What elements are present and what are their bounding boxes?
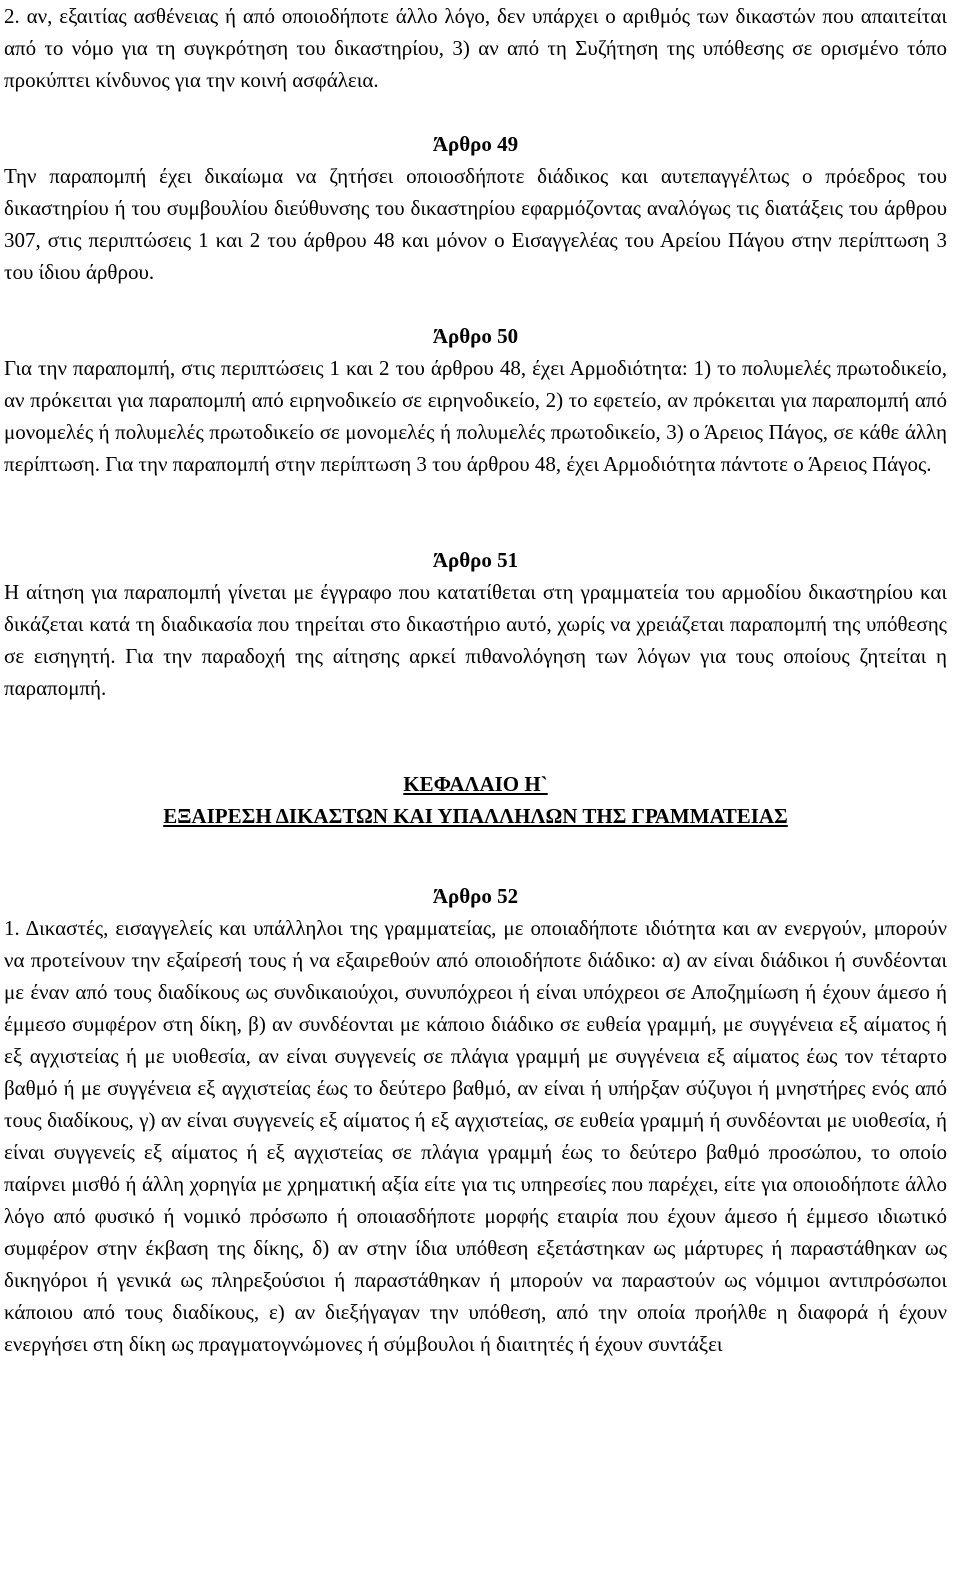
article-52-title: Άρθρο 52 bbox=[432, 884, 519, 908]
article-49-text: Την παραπομπή έχει δικαίωμα να ζητήσει οποιοσδήποτε διάδικος και αυτεπαγγέλτως ο πρόεδρος του δικαστηρίου ή του συμβουλίου διεύθυνσης του δικαστηρίου εφαρμόζοντας αναλόγως τις διατάξεις του άρθρου 307, στις περιπτώσεις 1 και 2 του άρθρου 48 και μόνον ο Εισαγγελέας του Αρείου Πάγου στην περίπτωση 3 του ίδιου άρθρου. bbox=[4, 164, 947, 284]
chapter-title: ΚΕΦΑΛΑΙΟ Η` bbox=[403, 772, 548, 796]
chapter-subtitle: ΕΞΑΙΡΕΣΗ ΔΙΚΑΣΤΩΝ ΚΑΙ ΥΠΑΛΛΗΛΩΝ ΤΗΣ ΓΡΑΜΜΑΤΕΙΑΣ bbox=[163, 804, 788, 828]
spacer bbox=[4, 480, 947, 544]
intro-paragraph: 2. αν, εξαιτίας ασθένειας ή από οποιοδήποτε άλλο λόγο, δεν υπάρχει ο αριθμός των δικαστών που απαιτείται από το νόμο για τη συγκρότηση του δικαστηρίου, 3) αν από τη Συζήτηση της υπόθεσης σε ορισμένο τόπο προκύπτει κίνδυνος για την κοινή ασφάλεια. bbox=[4, 4, 947, 92]
article-50-text: Για την παραπομπή, στις περιπτώσεις 1 και 2 του άρθρου 48, έχει Αρμοδιότητα: 1) το πολυμελές πρωτοδικείο, αν πρόκειται για παραπομπή από ειρηνοδικείο σε ειρηνοδικείο, 2) το εφετείο, αν πρόκειται για παραπομπή από μονομελές ή πολυμελές πρωτοδικείο σε μονομελές ή πολυμελές πρωτοδικείο, 3) ο Άρειος Πάγος, σε κάθε άλλη περίπτωση. Για την παραπομπή στην περίπτωση 3 του άρθρου 48, έχει Αρμοδιότητα πάντοτε ο Άρειος Πάγος. bbox=[4, 356, 947, 476]
spacer bbox=[4, 96, 947, 128]
document-page bbox=[4, 0, 947, 1360]
article-52-text: 1. Δικαστές, εισαγγελείς και υπάλληλοι της γραμματείας, με οποιαδήποτε ιδιότητα και αν ενεργούν, μπορούν να προτείνουν την εξαίρεσή τους ή να εξαιρεθούν από οποιοδήποτε διάδικο: α) αν είναι διάδικοι ή συνδέονται με έναν από τους διαδίκους ως συνδικαιούχοι, συνυπόχρεοι ή είναι υπόχρεοι σε Αποζημίωση ή έχουν άμεσο ή έμμεσο συμφέρον στη δίκη, β) αν συνδέονται με κάποιο διάδικο σε ευθεία γραμμή, με συγγένεια εξ αίματος ή εξ αγχιστείας ή με υιοθεσία, αν είναι συγγενείς σε πλάγια γραμμή με συγγένεια εξ αίματος έως τον τέταρτο βαθμό ή με συγγένεια εξ αγχιστείας έως το δεύτερο βαθμό, αν είναι ή υπήρξαν σύζυγοι ή μνηστήρες ενός από τους διαδίκους, γ) αν είναι συγγενείς εξ αίματος ή εξ αγχιστείας, σε ευθεία γραμμή ή συνδέονται με υιοθεσία, ή είναι συγγενείς εξ αίματος ή εξ αγχιστείας σε πλάγια γραμμή έως το δεύτερο βαθμό προσώπου, το οποίο παίρνει μισθό ή άλλη χορηγία με χρηματική αξία είτε για τις υπηρεσίες που παρέχει, είτε για οποιοδήποτε άλλο λόγο από φυσικό ή νομικό πρόσωπο ή οποιασδήποτε μορφής εταιρία που έχουν άμεσο ή έμμεσο ιδιωτικό συμφέρον στην έκβαση της δίκης, δ) αν στην ίδια υπόθεση εξετάστηκαν ως μάρτυρες ή παραστάθηκαν ως δικηγόροι ή γενικά ως πληρεξούσιοι ή παραστάθηκαν ή μπορούν να παραστούν ως νόμιμοι αντιπρόσωποι κάποιου από τους διαδίκους, ε) αν διεξήγαγαν την υπόθεση, από την οποία προήλθε η διαφορά ή έχουν ενεργήσει στη δίκη ως πραγματογνώμονες ή σύμβουλοι ή διαιτητές ή έχουν συντάξει bbox=[4, 916, 947, 1356]
article-49-title: Άρθρο 49 bbox=[432, 132, 519, 156]
spacer bbox=[4, 832, 947, 880]
article-51-text: Η αίτηση για παραπομπή γίνεται με έγγραφο που κατατίθεται στη γραμματεία του αρμοδίου δικαστηρίου και δικάζεται κατά τη διαδικασία που τηρείται στο δικαστήριο αυτό, χωρίς να χρειάζεται παραπομπή της υπόθεσης σε εισηγητή. Για την παραδοχή της αίτησης αρκεί πιθανολόγηση των λόγων για τους οποίους ζητείται η παραπομπή. bbox=[4, 580, 947, 700]
article-51-title: Άρθρο 51 bbox=[432, 548, 519, 572]
spacer bbox=[4, 288, 947, 320]
article-50-title: Άρθρο 50 bbox=[432, 324, 519, 348]
spacer bbox=[4, 704, 947, 768]
